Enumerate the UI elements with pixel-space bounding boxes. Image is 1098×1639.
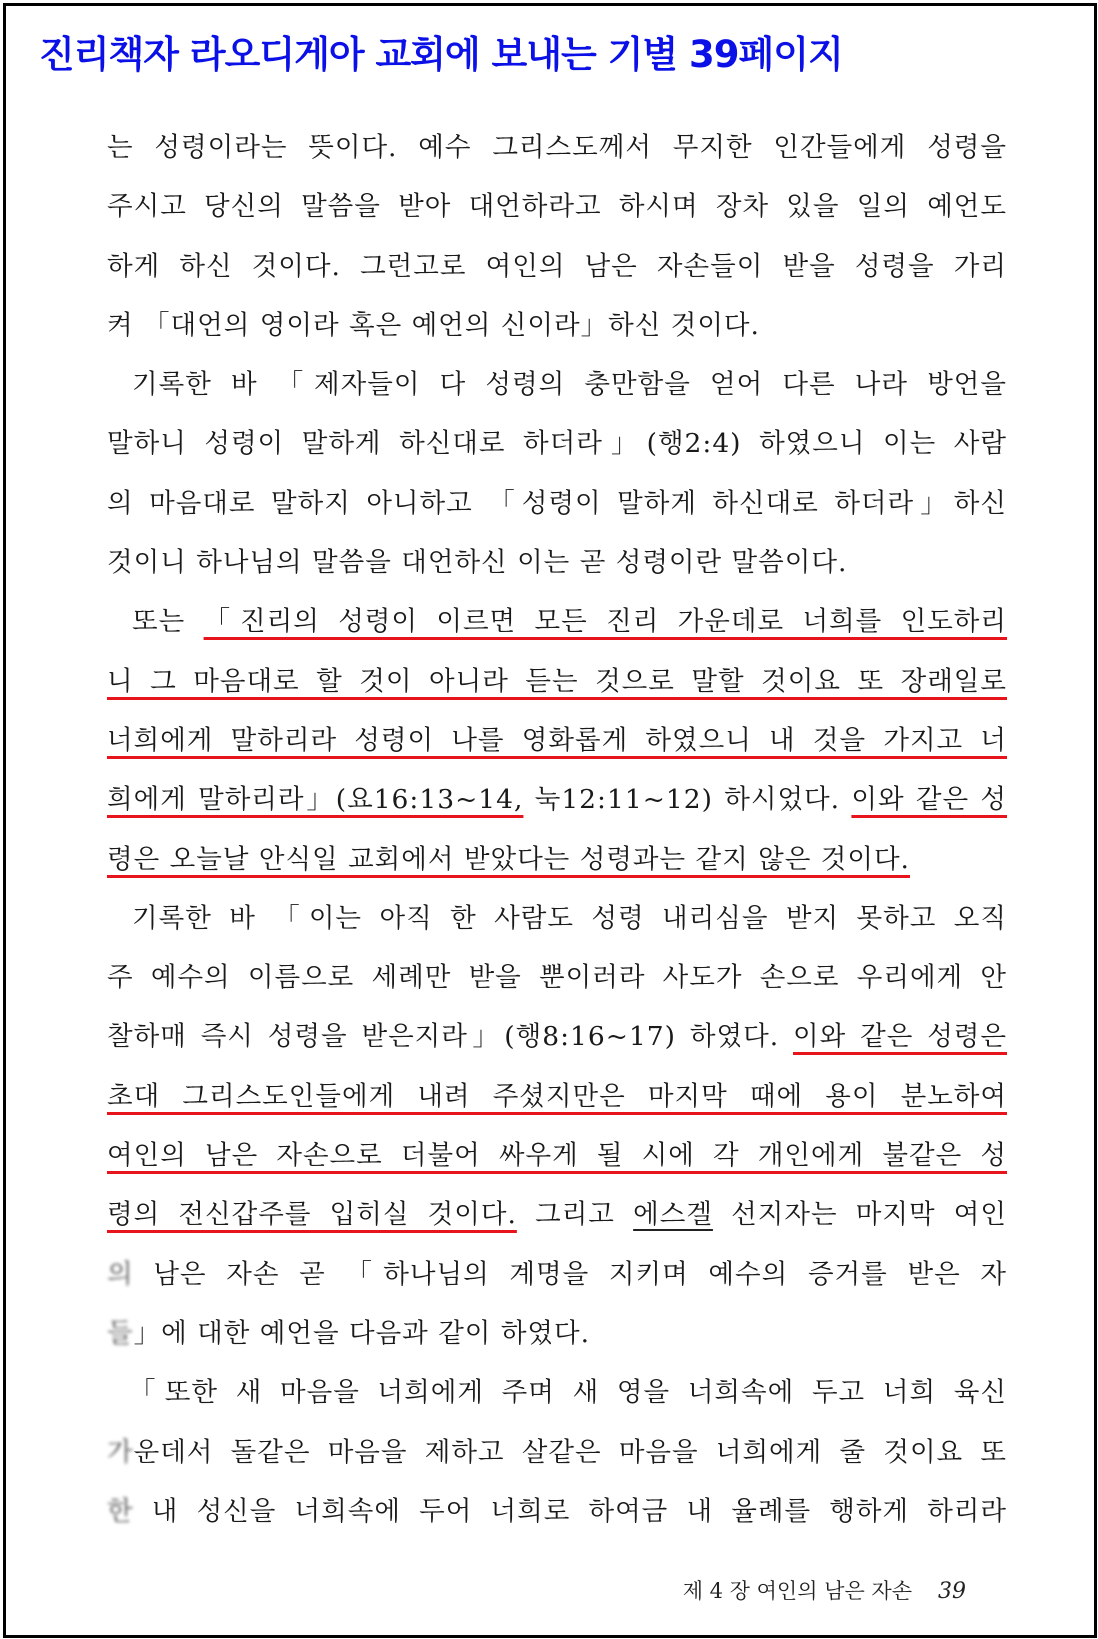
text-line-16 xyxy=(107,1007,1007,1066)
text-line-7: 의 마음대로 말하지 아니하고 「성령이 말하게 하신대로 하더라」하신 xyxy=(107,487,1007,519)
text-line-1: 는 성령이라는 뜻이다. 예수 그리스도께서 무지한 인간들에게 성령을 xyxy=(107,132,1007,163)
text-line-2: 주시고 당신의 말씀을 받아 대언하라고 하시며 장차 있을 일의 예언도 xyxy=(107,191,1007,223)
line-plain-text: 그리고 xyxy=(516,1199,634,1231)
text-line-21 xyxy=(107,1304,1007,1363)
red-underlined-text: 초대 그리스도인들에게 내려 주셨지만은 마지막 때에 용이 분노하여 xyxy=(107,1080,1007,1112)
line-plain-text: 운데서 돌같은 마음을 제하고 살같은 마음을 너희에게 줄 것이요 또 xyxy=(133,1436,1007,1468)
text-line-5: 기록한 바 「제자들이 다 성령의 충만함을 얻어 다른 나라 방언을 xyxy=(132,369,1007,401)
text-line-20 xyxy=(107,1245,1007,1304)
text-line-11 xyxy=(107,711,1007,770)
text-line-17 xyxy=(107,1067,1007,1126)
page-frame xyxy=(3,3,1097,1638)
text-line-24 xyxy=(107,1482,1007,1541)
text-line-14: 기록한 바 「이는 아직 한 사람도 성령 내리심을 받지 못하고 오직 xyxy=(132,902,1007,934)
red-underlined-text: 너희에게 말하리라 성령이 나를 영화롭게 하였으니 내 것을 가지고 너 xyxy=(107,724,1007,756)
line-plain-text: 선지자는 마지막 여인 xyxy=(712,1199,1007,1231)
text-line-15: 주 예수의 이름으로 세례만 받을 뿐이러라 사도가 손으로 우리에게 안 xyxy=(107,962,1007,994)
red-underlined-text: 희에게 말하리라」(요16:13~14, xyxy=(107,784,524,816)
red-underlined-text: 이와 같은 성 xyxy=(851,784,1007,816)
text-line-23 xyxy=(107,1423,1007,1482)
line-plain-text: 내 성신을 너희속에 두어 너희로 하여금 내 율례를 행하게 하리라 xyxy=(133,1495,1007,1527)
text-line-4: 켜 「대언의 영이라 혹은 예언의 신이라」하신 것이다. xyxy=(107,309,760,341)
line-plain-text: 남은 자손 곧 「하나님의 계명을 지키며 예수의 증거를 받은 자 xyxy=(133,1258,1007,1290)
line-plain-text: 찰하매 즉시 성령을 받은지라」(행8:16~17) 하였다. xyxy=(107,1021,794,1053)
text-line-10 xyxy=(107,652,1007,711)
blurred-text: 의 xyxy=(107,1258,134,1290)
page-number: 39 xyxy=(938,1579,966,1604)
text-line-8: 것이니 하나님의 말씀을 대언하신 이는 곧 성령이란 말씀이다. xyxy=(107,547,848,579)
text-line-12 xyxy=(107,770,1007,829)
text-line-18 xyxy=(107,1126,1007,1185)
line-plain-text: 」에 대한 예언을 다음과 같이 하였다. xyxy=(133,1317,591,1349)
red-underlined-text: 이와 같은 성령은 xyxy=(793,1021,1007,1053)
text-line-3: 하게 하신 것이다. 그런고로 여인의 남은 자손들이 받을 성령을 가리 xyxy=(107,250,1007,282)
blurred-text: 한 xyxy=(107,1495,134,1527)
text-line-19 xyxy=(107,1185,1007,1244)
page-footer xyxy=(683,1575,966,1605)
blurred-text: 가 xyxy=(107,1436,134,1468)
document-body xyxy=(107,118,1007,1541)
red-underlined-text: 「진리의 성령이 이르면 모든 진리 가운데로 너희를 인도하리 xyxy=(203,606,1008,638)
black-underlined-text: 에스겔 xyxy=(633,1199,713,1231)
text-line-9 xyxy=(107,592,1007,651)
red-underlined-text: 령의 전신갑주를 입히실 것이다. xyxy=(107,1199,517,1231)
text-line-22: 「또한 새 마음을 너희에게 주며 새 영을 너희속에 두고 너희 육신 xyxy=(129,1377,1007,1409)
red-underlined-text: 니 그 마음대로 할 것이 아니라 듣는 것으로 말할 것이요 또 장래일로 xyxy=(107,665,1007,697)
line-plain-text: 눅12:11~12) 하시었다. xyxy=(523,784,852,816)
text-line-13 xyxy=(107,830,1007,889)
line-plain-text: 또는 xyxy=(132,606,204,638)
red-underlined-text: 령은 오늘날 안식일 교회에서 받았다는 성령과는 같지 않은 것이다. xyxy=(107,843,910,875)
red-underlined-text: 여인의 남은 자손으로 더불어 싸우게 될 시에 각 개인에게 불같은 성 xyxy=(107,1140,1007,1172)
chapter-title: 제 4 장 여인의 남은 자손 xyxy=(682,1579,912,1603)
banner-title: 진리책자 라오디게아 교회에 보내는 기별 39페이지 xyxy=(39,33,843,76)
blurred-text: 들 xyxy=(107,1317,134,1349)
text-line-6: 말하니 성령이 말하게 하신대로 하더라」(행2:4) 하였으니 이는 사람 xyxy=(107,428,1007,460)
